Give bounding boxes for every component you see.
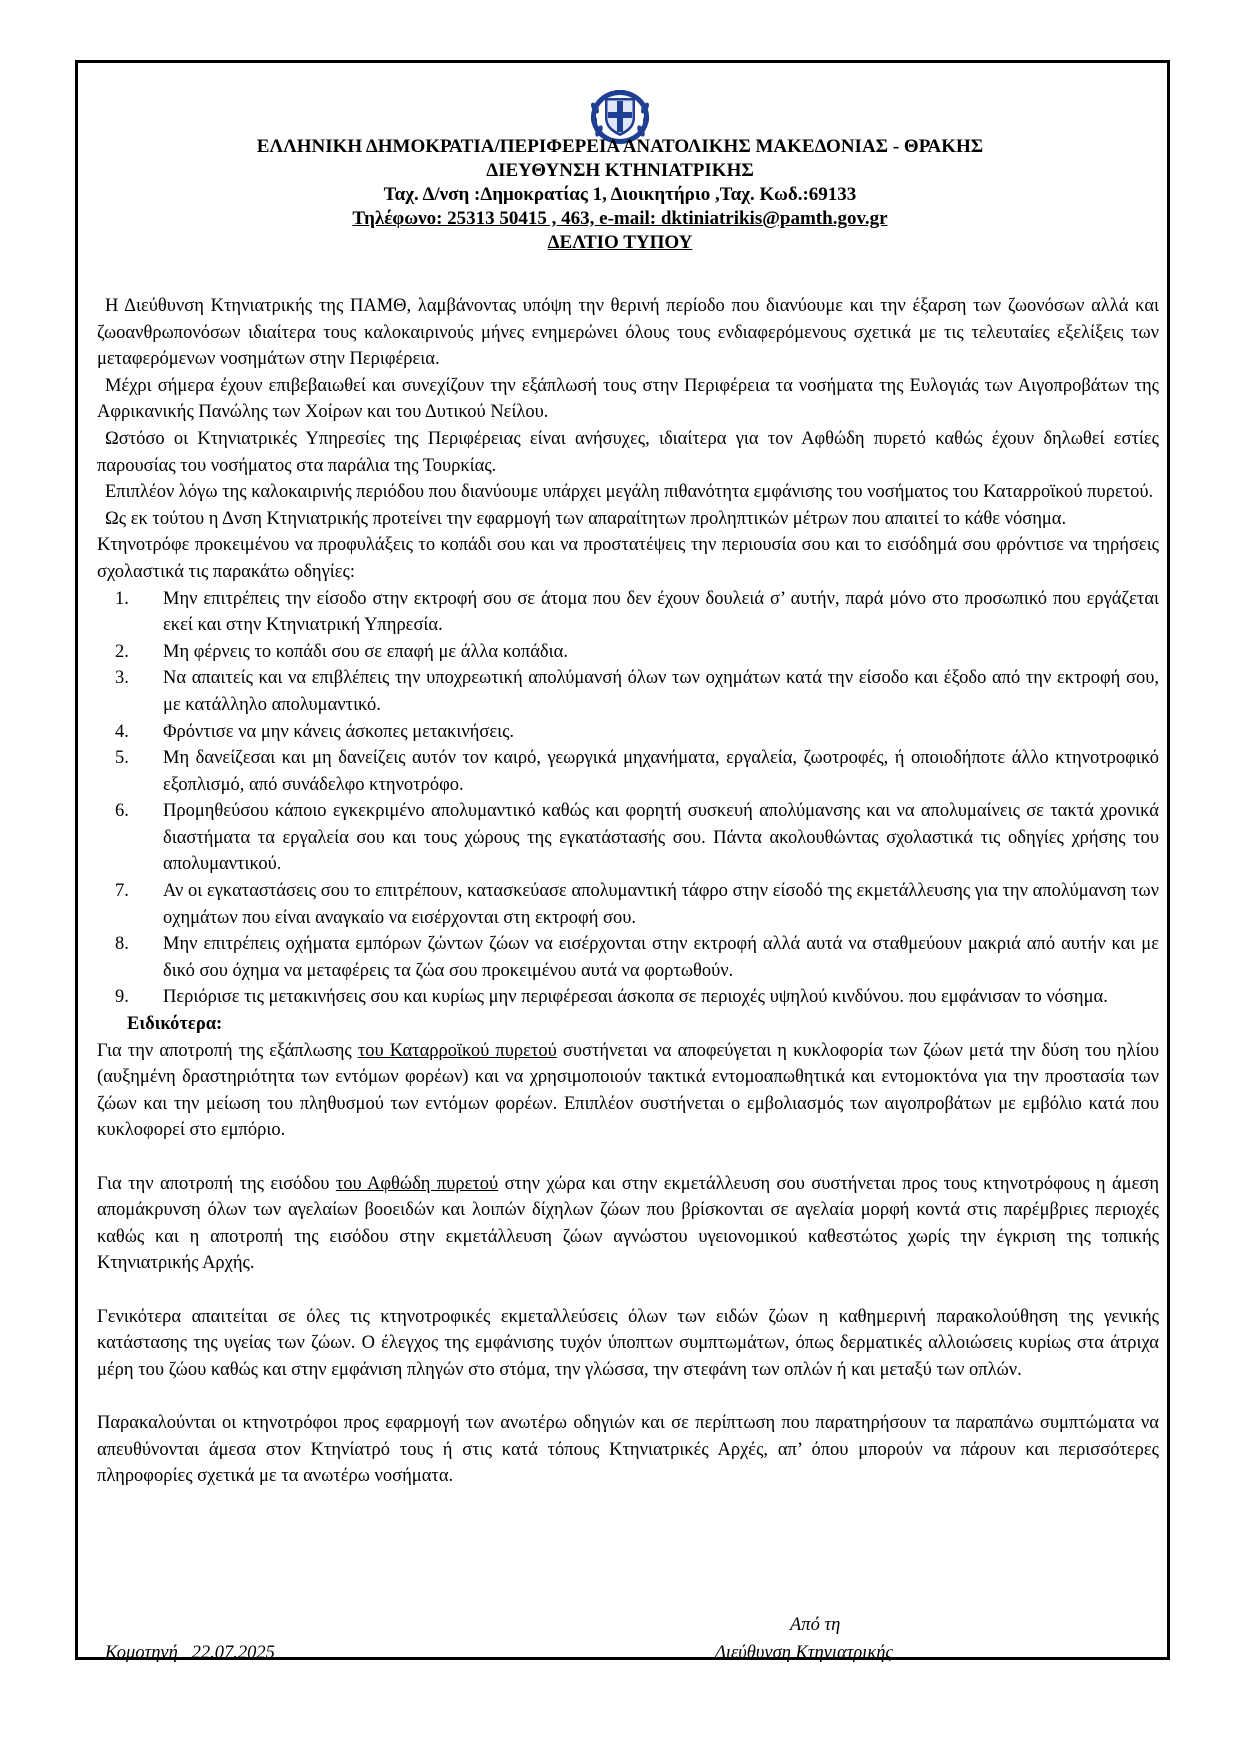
list-item-number: 3.: [115, 668, 129, 689]
signature-from: Από τη: [790, 1615, 841, 1635]
bluetongue-text-end: συστήνεται να αποφεύγεται η κυκλοφορία των ζώων μετά την δύση του ηλίου (αυξημένη δραστηριότητα των εντόμων φορέων) και να χρησιμοποιούν τακτικά εντομοαπωθητικά και εντομοκτόνα για την προστασία των ζώων και την μείωση του πληθυσμού των εντόμων φορέων. Επιπλέον συστήνεται ο εμβολιασμός των αιγοπροβάτων με εμβόλιο κατά που κυκλοφορεί στο εμπόριο.: [97, 1040, 1160, 1141]
press-release-body: [97, 293, 1159, 1490]
instructions-lead: Κτηνοτρόφε προκειμένου να προφυλάξεις το κοπάδι σου και να προστατέψεις την περιουσία σου και το εισόδημά σου φρόντισε να τηρήσεις σχολαστικά τις παρακάτω οδηγίες:: [97, 535, 1159, 582]
list-item: [97, 798, 1159, 878]
list-item-text: Περιόρισε τις μετακινήσεις σου και κυρίως μην περιφέρεσαι άσκοπα σε περιοχές υψηλού κινδύνου. που εμφάνισαν το νόσημα.: [163, 987, 1108, 1008]
place-and-date: Κομοτηνή 22.07.2025: [105, 1643, 275, 1663]
list-item: [97, 586, 1159, 639]
list-item-number: 5.: [115, 748, 129, 769]
letterhead: [90, 135, 1150, 255]
list-item-number: 6.: [115, 801, 129, 822]
specifically-heading: Ειδικότερα:: [127, 1014, 223, 1035]
list-item-text: Φρόντισε να μην κάνεις άσκοπες μετακινήσεις.: [163, 721, 515, 742]
fmd-text-start: Για την αποτροπή της εισόδου: [97, 1173, 336, 1194]
list-item-number: 8.: [115, 934, 129, 955]
header-directorate: ΔΙΕΥΘΥΝΣΗ ΚΤΗΝΙΑΤΡΙΚΗΣ: [486, 160, 754, 181]
list-item-number: 9.: [115, 987, 129, 1008]
bluetongue-disease-name: του Καταρροϊκού πυρετού: [357, 1040, 557, 1061]
intro-paragraph-2: Μέχρι σήμερα έχουν επιβεβαιωθεί και συνεχίζουν την εξάπλωσή τους στην Περιφέρεια τα νοσήματα της Ευλογιάς των Αιγοπροβάτων της Αφρικανικής Πανώλης των Χοίρων και του Δυτικού Νείλου.: [97, 375, 1159, 423]
list-item-number: 4.: [115, 721, 129, 742]
list-item: [97, 745, 1159, 798]
bluetongue-text-start: Για την αποτροπή της εξάπλωσης: [97, 1040, 358, 1061]
list-item: [97, 878, 1159, 931]
fmd-text-end: στην χώρα και στην εκμετάλλευση σου συστήνεται προς τους κτηνοτρόφους η άμεση απομάκρυνση όλων των αγελαίων βοοειδών και λοιπών δίχηλων ζώων που βρίσκονται σε αγελαία μορφή κοντά στις παρέμβριες περιοχές καθώς και η αποτροπή της εισόδου στην εκμετάλλευση ζώων αγνώστου υγειονομικού καθεστώτος χωρίς την έγκριση της τοπικής Κτηνιατρικής Αρχής.: [97, 1173, 1159, 1274]
instructions-list: [97, 586, 1159, 1012]
general-paragraph: Γενικότερα απαιτείται σε όλες τις κτηνοτροφικές εκμεταλλεύσεις όλων των ειδών ζώων η καθημερινή παρακολούθηση της γενικής κατάστασης της υγείας των ζώων. Ο έλεγχος της εμφάνισης τυχόν ύποπτων συμπτωμάτων, όπως δερματικές αλλοιώσεις κυρίως στα άτριχα μέρη του ζώου καθώς και στην εμφάνιση πληγών στο στόμα, την γλώσσα, την στεφάνη των οπλών ή και μεταξύ των οπλών.: [97, 1306, 1159, 1380]
list-item-text: Μη φέρνεις το κοπάδι σου σε επαφή με άλλα κοπάδια.: [163, 641, 568, 662]
fmd-disease-name: του Αφθώδη πυρετού: [335, 1173, 499, 1194]
intro-paragraph-1: Η Διεύθυνση Κτηνιατρικής της ΠΑΜΘ, λαμβάνοντας υπόψη την θερινή περίοδο που διανύουμε και την έξαρση των ζωονόσων αλλά και ζωοανθρωπονόσων ιδιαίτερα τους καλοκαιρινούς μήνες ενημερώνει όλους τους ενδιαφερόμενους σχετικά με τις τελευταίες εξελίξεις των μεταφερόμενων νοσημάτων στην Περιφέρεια.: [97, 296, 1159, 370]
list-item-text: Μη δανείζεσαι και μη δανείζεις αυτόν τον καιρό, γεωργικά μηχανήματα, εργαλεία, ζωοτροφές, ή οποιοδήποτε άλλο κτηνοτροφικό εξοπλισμό, από συνάδελφο κτηνοτρόφο.: [163, 748, 1159, 795]
list-item-number: 7.: [115, 881, 129, 902]
document-title: ΔΕΛΤΙΟ ΤΥΠΟΥ: [547, 232, 693, 253]
list-item-text: Μην επιτρέπεις την είσοδο στην εκτροφή σου σε άτομα που δεν έχουν δουλειά σ’ αυτήν, παρά μόνο στο προσωπικό που εργάζεται εκεί και στην Κτηνιατρική Υπηρεσία.: [163, 588, 1159, 636]
header-authority: ΕΛΛΗΝΙΚΗ ΔΗΜΟΚΡΑΤΙΑ/ΠΕΡΙΦΕΡΕΙΑ ΑΝΑΤΟΛΙΚΗΣ ΜΑΚΕΔΟΝΙΑΣ - ΘΡΑΚΗΣ: [256, 136, 984, 157]
list-item-number: 2.: [115, 641, 129, 662]
closing-paragraph: Παρακαλούνται οι κτηνοτρόφοι προς εφαρμογή των ανωτέρω οδηγιών και σε περίπτωση που παρατηρήσουν τα παραπάνω συμπτώματα να απευθύνονται άμεσα στον Κτηνίατρό τους ή στις κατά τόπους Κτηνιατρικές Αρχές, απ’ όπου μπορούν να πάρουν και περισσότερες πληροφορίες σχετικά με τα ανωτέρω νοσήματα.: [97, 1412, 1159, 1487]
signature-department: Διεύθυνση Κτηνιατρικής: [715, 1643, 893, 1663]
list-item-number: 1.: [115, 588, 129, 609]
bluetongue-paragraph: [97, 1038, 1159, 1144]
list-item: [97, 719, 1159, 746]
list-item-text: Μην επιτρέπεις οχήματα εμπόρων ζώντων ζώων να εισέρχονται στην εκτροφή αλλά αυτά να σταθμεύουν μακριά από αυτήν και με δικό σου όχημα να μεταφέρεις τα ζώα σου προκειμένου αυτά να φορτωθούν.: [163, 934, 1159, 981]
intro-paragraph-4: Επιπλέον λόγω της καλοκαιρινής περιόδου που διανύουμε υπάρχει μεγάλη πιθανότητα εμφάνισης του νοσήματος του Καταρροϊκού πυρετού.: [105, 482, 1154, 503]
header-contact: Τηλέφωνο: 25313 50415 , 463, e-mail: dktiniatrikis@pamth.gov.gr: [352, 208, 888, 229]
list-item: [97, 639, 1159, 666]
list-item: [97, 931, 1159, 984]
list-item-text: Να απαιτείς και να επιβλέπεις την υποχρεωτική απολύμανσή όλων των οχημάτων κατά την είσοδο και έξοδο από την εκτροφή σου, με κατάλληλο απολυμαντικό.: [163, 668, 1159, 715]
list-item-text: Αν οι εγκαταστάσεις σου το επιτρέπουν, κατασκεύασε απολυμαντική τάφρο στην είσοδό της εκμετάλλευσης για την απολύμανση των οχημάτων που είναι αναγκαίο να εισέρχονται στη εκτροφή σου.: [163, 881, 1159, 928]
header-address: Ταχ. Δ/νση :Δημοκρατίας 1, Διοικητήριο ,Ταχ. Κωδ.:69133: [383, 184, 857, 205]
list-item: [97, 984, 1159, 1011]
list-item-text: Προμηθεύσου κάποιο εγκεκριμένο απολυμαντικό καθώς και φορητή συσκευή απολύμανσης και να απολυμαίνεις σε τακτά χρονικά διαστήματα τα εργαλεία σου και τους χώρους της εγκατάστασής σου. Πάντα ακολουθώντας σχολαστικά τις οδηγίες χρήσης του απολυμαντικού.: [163, 801, 1159, 875]
intro-paragraph-3: Ωστόσο οι Κτηνιατρικές Υπηρεσίες της Περιφέρειας είναι ανήσυχες, ιδιαίτερα για τον Αφθώδη πυρετό καθώς έχουν δηλωθεί εστίες παρουσίας του νοσήματος στα παράλια της Τουρκίας.: [97, 428, 1159, 476]
intro-paragraph-5: Ως εκ τούτου η Δνση Κτηνιατρικής προτείνει την εφαρμογή των απαραίτητων προληπτικών μέτρων που απαιτεί το κάθε νόσημα.: [105, 508, 1067, 529]
fmd-paragraph: [97, 1171, 1159, 1277]
list-item: [97, 665, 1159, 718]
